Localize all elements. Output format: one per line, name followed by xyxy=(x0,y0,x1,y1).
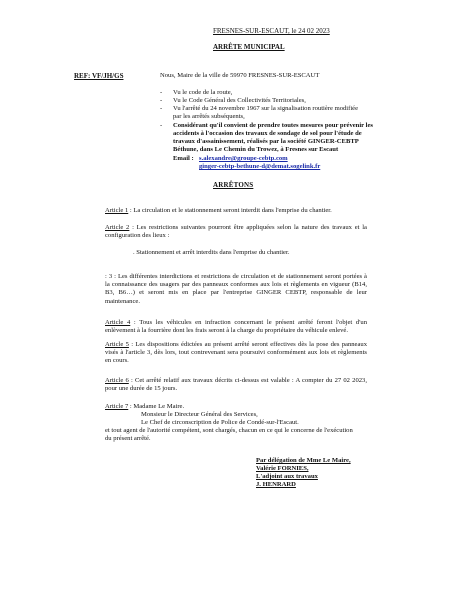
signature-signer: J. HENRARD xyxy=(256,481,296,488)
bullet: - xyxy=(160,122,163,129)
signature-name: Valérie FORNIES, xyxy=(256,465,309,472)
article-4 xyxy=(105,319,367,335)
article-label: Article 5 xyxy=(105,341,129,348)
recipient-line: Monsieur le Directeur Général des Services, xyxy=(141,411,258,418)
visa-item-continued: par les arrêtés subséquents, xyxy=(173,113,245,120)
article-label: Article 6 xyxy=(105,377,129,384)
article-text: : La circulation et le stationnement seront interdit dans l'emprise du chantier. xyxy=(128,207,332,214)
article-label: Article 2 xyxy=(105,224,130,231)
email-link-1[interactable]: s.alexandre@groupe-cebtp.com xyxy=(199,155,288,162)
considerant-line: Considérant qu'il convient de prendre toutes mesures pour prévenir les xyxy=(173,122,373,129)
considerant-line: travaux d'assainissement, réalisés par la société GINGER-CEBTP xyxy=(173,138,359,145)
article-label: Article 7 xyxy=(105,403,129,410)
article-text: : 3 : Les différentes interdictions et restrictions de circulation et de stationnement seront portées à la connaissance des usagers par des panneaux conformes aux lois et règlements en vigueur (B14, B3, B6…) et seront mis en place par l'entreprise GINGER CEBTP, responsable de leur maintenance. xyxy=(105,273,367,305)
article-text: : Cet arrêté relatif aux travaux décrits ci-dessus est valable : A compter du 27 02 2023, pour une durée de 15 jours. xyxy=(105,377,367,393)
article-6 xyxy=(105,377,367,393)
considerant-line: accidents à l'occasion des travaux de sondage de sol pour l'étude de xyxy=(173,130,362,137)
email-label: Email : xyxy=(173,155,194,162)
signature-delegation: Par délégation de Mme Le Maire, xyxy=(256,457,351,464)
article-text: : Les dispositions édictées au présent arrêté seront effectives dès la pose des panneaux visés à l'article 3, dès lors, tout contrevenant sera poursuivi conformément aux lois et règlements en cours. xyxy=(105,341,367,365)
considerant-line: Béthune, dans Le Chemin du Trowez, à Fresnes sur Escaut xyxy=(173,146,339,153)
reference-label: REF: VF/JH/GS xyxy=(74,72,124,80)
arretons-heading: ARRÊTONS xyxy=(213,181,254,189)
article-2-restriction: . Stationnement et arrêt interdits dans l'emprise du chantier. xyxy=(133,249,290,256)
recipient-line: Le Chef de circonscription de Police de Condé-sur-l'Escaut. xyxy=(141,419,299,426)
email-link-2[interactable]: ginger-cebtp-bethune-d@demat.sogelink.fr xyxy=(199,163,321,170)
article-7 xyxy=(105,403,184,411)
execution-clause-end: du présent arrêté. xyxy=(105,435,151,442)
mayor-intro: Nous, Maire de la ville de 59970 FRESNES-SUR-ESCAUT xyxy=(160,72,320,79)
bullet: - xyxy=(160,97,163,104)
article-label: Article 1 xyxy=(105,207,129,214)
visa-item: Vu l'arrêté du 24 novembre 1967 sur la signalisation routière modifiée xyxy=(173,105,358,112)
article-1 xyxy=(105,207,367,215)
document-title: ARRÊTE MUNICIPAL xyxy=(213,43,285,51)
article-2 xyxy=(105,224,367,240)
article-5 xyxy=(105,341,367,366)
place-date: FRESNES-SUR-ESCAUT, le 24 02 2023 xyxy=(213,27,330,35)
bullet: - xyxy=(160,89,163,96)
signature-role: L'adjoint aux travaux xyxy=(256,473,318,480)
article-text: : Les restrictions suivantes pourront être appliquées selon la nature des travaux et la configuration des lieux : xyxy=(105,224,367,240)
visa-item: Vu le code de la route, xyxy=(173,89,233,96)
visa-item: Vu le Code Général des Collectivités Territoriales, xyxy=(173,97,306,104)
article-text: : Madame Le Maire. xyxy=(128,403,185,410)
article-3 xyxy=(105,273,367,306)
bullet: - xyxy=(160,105,163,112)
article-text: : Tous les véhicules en infraction concernant le présent arrêté feront l'objet d'un enlèvement à la fourrière dont les frais seront à la charge du propriétaire du véhicule enlevé. xyxy=(105,319,367,335)
execution-clause: et tout agent de l'autorité compétent, sont chargés, chacun en ce qui le concerne de l'exécution xyxy=(105,427,353,434)
article-label: Article 4 xyxy=(105,319,131,326)
